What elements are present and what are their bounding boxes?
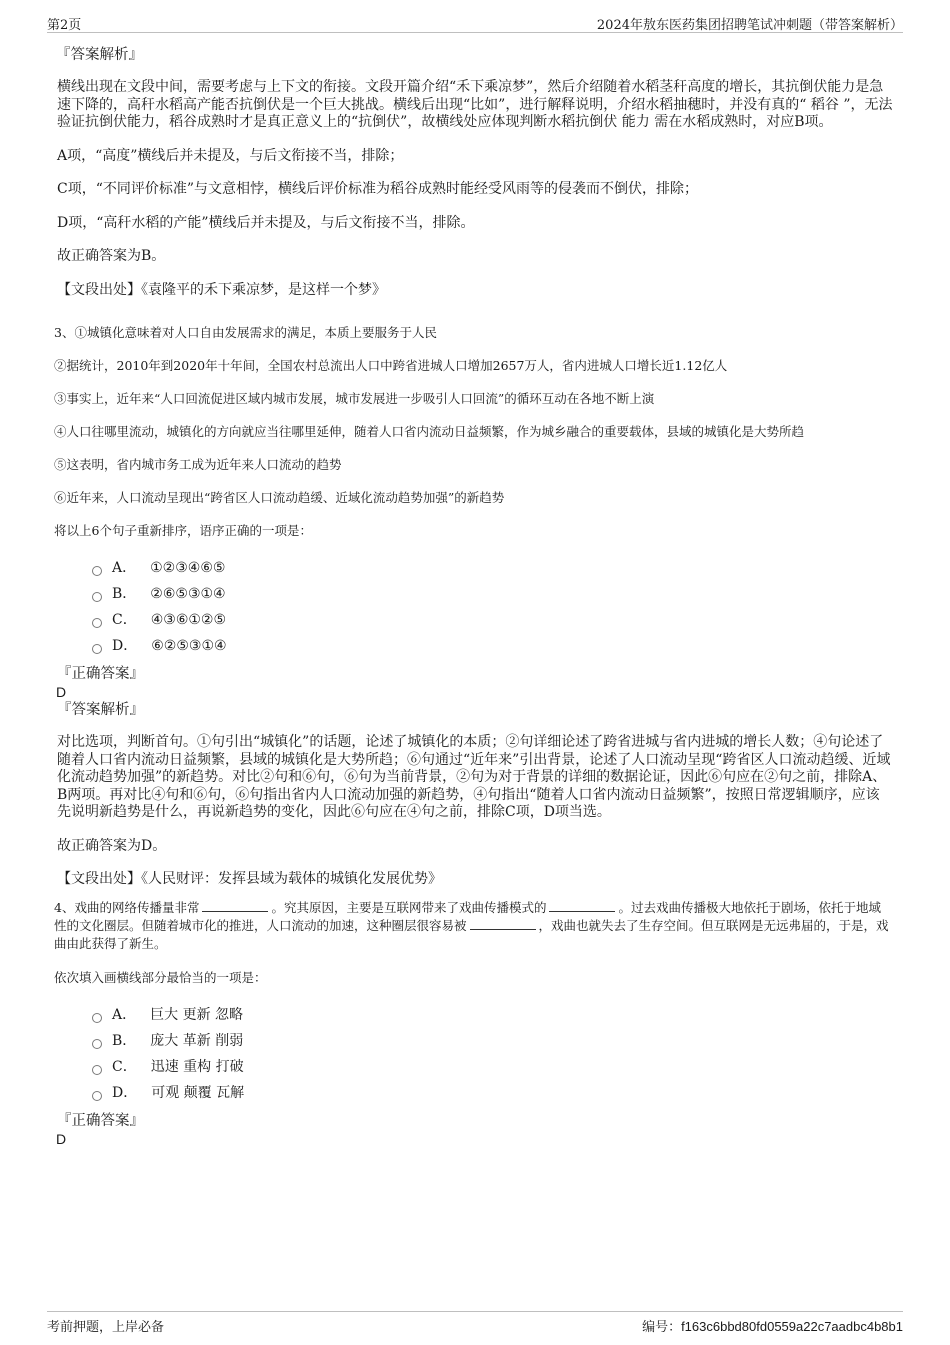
page-content — [54, 46, 893, 1148]
option-text: ①②③④⑥⑤ — [150, 560, 226, 576]
q4-answer: D — [56, 1130, 67, 1147]
radio-icon[interactable] — [92, 1091, 102, 1101]
q3-sentence-4: ④人口往哪里流动，城镇化的方向就应当往哪里延伸，随着人口省内流动日益频繁，作为城乡融合的重要载体，县域的城镇化是大势所趋 — [54, 424, 805, 439]
footer-code: 编号：f163c6bbd80fd0559a22c7aadbc4b8b1 — [642, 1319, 903, 1334]
q3-answer-label: 『正确答案』 — [57, 666, 144, 682]
radio-icon[interactable] — [92, 566, 102, 576]
footer-slogan: 考前押题，上岸必备 — [47, 1320, 165, 1335]
q3-sentence-6: ⑥近年来，人口流动呈现出“跨省区人口流动趋缓、近域化流动趋势加强”的新趋势 — [54, 490, 505, 505]
q4-option-b[interactable] — [92, 1028, 893, 1054]
q3-answer: D — [56, 684, 67, 700]
q3-options — [92, 555, 893, 659]
option-text: 巨大 更新 忽略 — [150, 1006, 244, 1023]
q4-stem-part-1: 4、戏曲的网络传播量非常 — [54, 899, 200, 915]
q4-stem-part-2: 。究其原因，主要是互联网带来了戏曲传播模式的 — [271, 899, 547, 915]
q4-option-d[interactable] — [92, 1080, 893, 1106]
option-letter: C． — [112, 612, 137, 628]
prev-option-a-note: A项，“高度”横线后并未提及，与后文衔接不当，排除； — [57, 147, 404, 164]
page-number: 第2页 — [47, 18, 82, 33]
option-text: 可观 颠覆 瓦解 — [151, 1084, 245, 1101]
q4-options — [92, 1002, 893, 1106]
q3-option-d[interactable] — [92, 633, 893, 659]
option-text: ②⑥⑤③①④ — [150, 586, 226, 602]
fill-blank-1 — [202, 900, 268, 912]
question-3 — [54, 325, 893, 659]
q3-analysis-label: 『答案解析』 — [57, 702, 144, 718]
q4-option-a[interactable] — [92, 1002, 893, 1028]
option-letter: C． — [112, 1058, 137, 1075]
option-letter: B． — [112, 586, 137, 602]
q4-option-c[interactable] — [92, 1054, 893, 1080]
q3-conclusion: 故正确答案为D。 — [57, 837, 167, 854]
option-letter: A． — [112, 560, 137, 576]
radio-icon[interactable] — [92, 618, 102, 628]
q3-prompt: 将以上6个句子重新排序，语序正确的一项是： — [54, 523, 312, 538]
option-letter: A． — [112, 1006, 137, 1023]
prev-analysis-label: 『答案解析』 — [56, 47, 143, 63]
prev-conclusion: 故正确答案为B。 — [57, 248, 166, 264]
prev-analysis-text: 横线出现在文段中间，需要考虑与上下文的衔接。文段开篇介绍“禾下乘凉梦”，然后介绍随着水稻茎秆高度的增长，其抗倒伏能力是急速下降的，高秆水稻高产能否抗倒伏是一个巨大挑战。横线后出现“比如”，进行解释说明，介绍水稻抽穗时，并没有真的“ 稻谷 ”，无法验证抗倒伏能力，稻谷成熟时才是真正意义上的“抗倒伏”，故横线处应体现判断水稻抗倒伏 能力 需在水稻成熟时，对应B项。 — [57, 79, 893, 130]
q3-source: 【文段出处】《人民财评：发挥县域为载体的城镇化发展优势》 — [57, 871, 442, 887]
q3-sentence-3: ③事实上，近年来“人口回流促进区域内城市发展，城市发展进一步吸引人口回流”的循环互动在各地不断上演 — [54, 391, 655, 406]
q3-sentence-2: ②据统计，2010年到2020年十年间，全国农村总流出人口中跨省进城人口增加2657万人，省内进城人口增长近1.12亿人 — [54, 358, 728, 373]
q3-sentence-1: 3、①城镇化意味着对人口自由发展需求的满足，本质上要服务于人民 — [54, 325, 437, 340]
q4-stem — [54, 899, 893, 953]
fill-blank-2 — [549, 900, 615, 912]
option-letter: D． — [112, 1084, 138, 1101]
q3-option-b[interactable] — [92, 581, 893, 607]
option-text: ⑥②⑤③①④ — [151, 638, 227, 654]
radio-icon[interactable] — [92, 1039, 102, 1049]
option-letter: D． — [112, 638, 138, 654]
q4-stem-part-3: 。过去戏曲传播极大地依托于剧场，依托于地域性的文化圈层。但随着城市化的推进，人口流动的加速，这种圈层很容易被 — [54, 899, 881, 933]
fill-blank-3 — [470, 918, 536, 930]
option-text: 迅速 重构 打破 — [150, 1058, 244, 1075]
radio-icon[interactable] — [92, 1013, 102, 1023]
radio-icon[interactable] — [92, 592, 102, 602]
option-text: 庞大 革新 削弱 — [150, 1032, 244, 1049]
document-title: 2024年敖东医药集团招聘笔试冲刺题（带答案解析） — [596, 18, 903, 33]
q3-option-a[interactable] — [92, 555, 893, 581]
option-text: ④③⑥①②⑤ — [150, 612, 227, 628]
prev-source: 【文段出处】《袁隆平的禾下乘凉梦，是这样一个梦》 — [57, 281, 386, 298]
q4-prompt: 依次填入画横线部分最恰当的一项是： — [54, 969, 267, 985]
q3-sentence-5: ⑤这表明，省内城市务工成为近年来人口流动的趋势 — [54, 457, 342, 472]
prev-option-d-note: D项，“高秆水稻的产能”横线后并未提及，与后文衔接不当，排除。 — [57, 214, 475, 231]
prev-option-c-note: C项，“不同评价标准”与文意相悖，横线后评价标准为稻谷成熟时能经受风雨等的侵袭而不倒伏，排除； — [57, 181, 699, 197]
page-footer — [47, 1311, 903, 1335]
q3-option-c[interactable] — [92, 607, 893, 633]
page-header — [47, 12, 903, 33]
q4-answer-label: 『正确答案』 — [57, 1112, 144, 1129]
radio-icon[interactable] — [92, 1065, 102, 1075]
radio-icon[interactable] — [92, 644, 102, 654]
q3-analysis-text: 对比选项，判断首句。①句引出“城镇化”的话题，论述了城镇化的本质；②句详细论述了跨省进城与省内进城的增长人数；④句论述了随着人口省内流动日益频繁，县域的城镇化是大势所趋；⑥句通过“近年来”引出背景，论述了人口流动呈现“跨省区人口流动趋缓、近域化流动趋势加强”的新趋势。对比②句和⑥句，⑥句为当前背景，②句为对于背景的详细的数据论证，因此⑥句应在②句之前，排除A、B两项。再对比④句和⑥句，⑥句指出省内人口流动加强的新趋势，④句指出“随着人口省内流动日益频繁”，按照日常逻辑顺序，应该先说明新趋势是什么，再说新趋势的变化，因此⑥句应在④句之前，排除C项，D项当选。 — [57, 734, 891, 820]
question-4 — [54, 899, 893, 1106]
option-letter: B． — [112, 1032, 137, 1049]
q4-stem-part-4: ，戏曲也就失去了生存空间。但互联网是无远弗届的，于是，戏曲由此获得了新生。 — [54, 917, 889, 951]
